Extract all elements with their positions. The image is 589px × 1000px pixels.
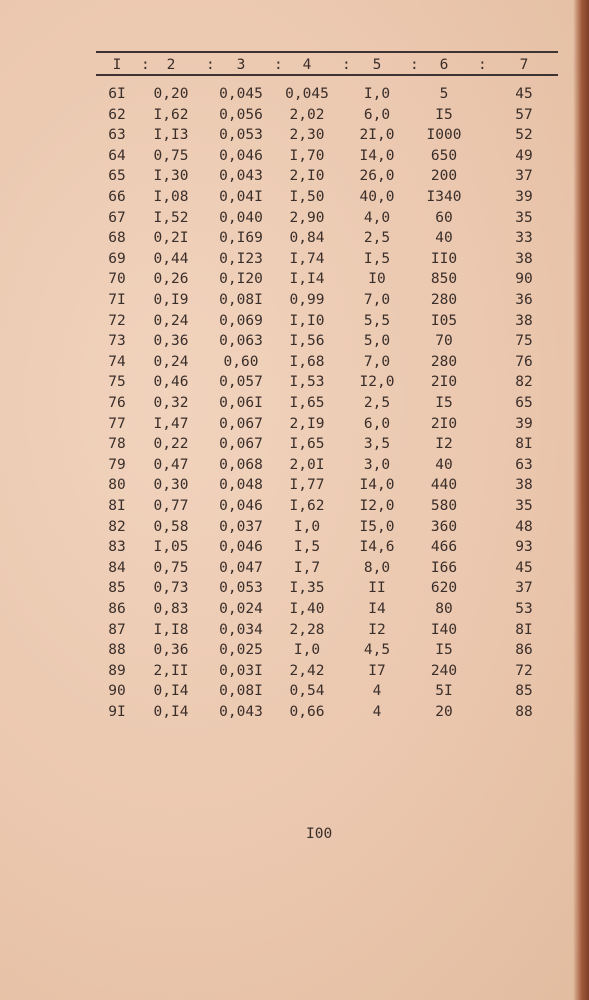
table-cell: 0,75 <box>153 147 189 164</box>
table-cell: 20 <box>435 704 453 720</box>
table-cell: 77 <box>108 415 126 432</box>
table-cell: 0,99 <box>289 292 325 308</box>
table-cell: 0,034 <box>219 621 263 638</box>
header-cell: 5 <box>372 57 382 73</box>
table-cell: 2,5 <box>363 230 391 247</box>
table-cell: II <box>368 580 386 597</box>
table-cell: 7I <box>108 292 126 308</box>
table-cell: 26,0 <box>359 168 395 185</box>
table-cell: I5 <box>435 395 453 411</box>
table-row <box>0 601 589 621</box>
header-separator: : <box>478 57 487 73</box>
table-cell: 86 <box>108 601 126 617</box>
table-cell: 0,053 <box>219 127 263 144</box>
table-cell: 0,04I <box>219 189 263 205</box>
table-cell: I,52 <box>153 209 189 226</box>
table-row <box>0 560 589 580</box>
table-cell: 85 <box>108 580 126 597</box>
table-cell: 0,I69 <box>219 230 263 247</box>
table-cell: 90 <box>515 271 533 288</box>
table-row <box>0 127 589 147</box>
table-cell: I,47 <box>153 415 189 432</box>
table-cell: 0,26 <box>153 271 189 288</box>
table-cell: I2,0 <box>359 374 395 391</box>
table-cell: I,77 <box>289 477 325 494</box>
table-cell: I40 <box>430 621 458 638</box>
table-cell: 6I <box>108 86 126 102</box>
table-row <box>0 189 589 209</box>
table-cell: I,68 <box>289 353 325 370</box>
table-cell: 45 <box>515 86 533 102</box>
table-cell: 64 <box>108 147 126 164</box>
table-cell: 78 <box>108 436 126 453</box>
table-cell: 0,I23 <box>219 250 263 267</box>
table-row <box>0 436 589 456</box>
table-cell: 37 <box>515 580 533 597</box>
table-cell: 84 <box>108 559 126 576</box>
table-cell: 8,0 <box>363 559 391 576</box>
table-cell: 580 <box>430 498 458 514</box>
table-row <box>0 704 589 724</box>
table-cell: 0,36 <box>153 333 189 350</box>
table-cell: 650 <box>430 147 458 164</box>
table-cell: I5,0 <box>359 518 395 535</box>
table-cell: 80 <box>108 477 126 494</box>
table-cell: 36 <box>515 292 533 308</box>
table-cell: I2 <box>435 436 453 453</box>
table-cell: 0,I9 <box>153 292 189 308</box>
table-cell: 57 <box>515 106 533 123</box>
table-cell: 82 <box>515 374 533 391</box>
header-cell: I <box>112 57 122 73</box>
table-row <box>0 457 589 477</box>
table-row <box>0 622 589 642</box>
table-cell: 0,046 <box>219 539 263 556</box>
header-cell: 4 <box>302 57 312 73</box>
table-cell: 63 <box>515 456 533 473</box>
table-cell: I,0 <box>293 642 321 659</box>
table-row <box>0 642 589 662</box>
table-cell: 3,5 <box>363 436 391 453</box>
table-cell: 0,045 <box>219 86 263 102</box>
table-cell: I,53 <box>289 374 325 391</box>
table-cell: 2,42 <box>289 662 325 679</box>
table-cell: 0,24 <box>153 312 189 329</box>
table-cell: 4,0 <box>363 209 391 226</box>
header-cell: 3 <box>236 57 246 73</box>
table-cell: 0,045 <box>285 86 329 102</box>
table-cell: I0 <box>368 271 386 288</box>
table-cell: 65 <box>108 168 126 185</box>
table-row <box>0 580 589 600</box>
table-cell: 89 <box>108 662 126 679</box>
table-cell: 38 <box>515 312 533 329</box>
table-cell: 0,043 <box>219 704 263 720</box>
table-cell: 0,77 <box>153 498 189 514</box>
table-cell: 67 <box>108 209 126 226</box>
table-cell: I4 <box>368 601 386 617</box>
table-row <box>0 395 589 415</box>
table-cell: 0,067 <box>219 436 263 453</box>
page-number: I00 <box>306 826 333 842</box>
table-cell: I000 <box>426 127 462 144</box>
table-row <box>0 683 589 703</box>
table-row <box>0 313 589 333</box>
table-cell: 63 <box>108 127 126 144</box>
table-row <box>0 148 589 168</box>
table-cell: 0,053 <box>219 580 263 597</box>
table-row <box>0 168 589 188</box>
table-cell: 0,66 <box>289 704 325 720</box>
table-cell: I,35 <box>289 580 325 597</box>
header-cell: 2 <box>166 57 176 73</box>
table-row <box>0 519 589 539</box>
table-row <box>0 107 589 127</box>
table-row <box>0 354 589 374</box>
table-cell: 48 <box>515 518 533 535</box>
table-row <box>0 374 589 394</box>
table-cell: 0,043 <box>219 168 263 185</box>
table-cell: 0,057 <box>219 374 263 391</box>
table-cell: 0,047 <box>219 559 263 576</box>
table-cell: 0,46 <box>153 374 189 391</box>
table-cell: 83 <box>108 539 126 556</box>
table-cell: 5I <box>435 683 453 700</box>
table-cell: I,50 <box>289 189 325 205</box>
table-cell: 0,024 <box>219 601 263 617</box>
table-cell: 60 <box>435 209 453 226</box>
table-cell: 2,02 <box>289 106 325 123</box>
table-cell: 79 <box>108 456 126 473</box>
table-cell: I,62 <box>289 498 325 514</box>
table-cell: 0,I20 <box>219 271 263 288</box>
table-cell: I,08 <box>153 189 189 205</box>
table-cell: I,62 <box>153 106 189 123</box>
table-cell: 0,046 <box>219 147 263 164</box>
header-cell: 7 <box>519 57 529 73</box>
table-cell: 38 <box>515 477 533 494</box>
table-cell: I,56 <box>289 333 325 350</box>
table-cell: I,I0 <box>289 312 325 329</box>
table-cell: I,I4 <box>289 271 325 288</box>
table-cell: 93 <box>515 539 533 556</box>
table-cell: 6,0 <box>363 415 391 432</box>
table-cell: I,65 <box>289 395 325 411</box>
table-cell: 0,03I <box>219 662 263 679</box>
table-cell: 8I <box>515 436 533 453</box>
table-cell: 0,08I <box>219 683 263 700</box>
table-cell: I5 <box>435 106 453 123</box>
table-cell: 73 <box>108 333 126 350</box>
table-cell: 0,32 <box>153 395 189 411</box>
table-cell: 280 <box>430 353 458 370</box>
table-cell: 70 <box>435 333 453 350</box>
header-separator: : <box>342 57 351 73</box>
table-cell: 39 <box>515 415 533 432</box>
table-cell: 66 <box>108 189 126 205</box>
table-cell: 35 <box>515 209 533 226</box>
table-cell: 850 <box>430 271 458 288</box>
table-row <box>0 271 589 291</box>
table-cell: 0,056 <box>219 106 263 123</box>
table-cell: I,5 <box>363 250 391 267</box>
table-row <box>0 210 589 230</box>
table-cell: 0,I4 <box>153 683 189 700</box>
table-cell: 0,58 <box>153 518 189 535</box>
table-cell: I,I8 <box>153 621 189 638</box>
table-cell: 7,0 <box>363 353 391 370</box>
table-cell: 82 <box>108 518 126 535</box>
table-cell: 0,75 <box>153 559 189 576</box>
table-cell: 72 <box>108 312 126 329</box>
table-cell: 240 <box>430 662 458 679</box>
table-cell: 75 <box>108 374 126 391</box>
table-cell: 0,I4 <box>153 704 189 720</box>
table-cell: I340 <box>426 189 462 205</box>
table-cell: I,40 <box>289 601 325 617</box>
table-cell: 8I <box>108 498 126 514</box>
table-cell: I,7 <box>293 559 321 576</box>
table-cell: II0 <box>430 250 458 267</box>
table-cell: 0,06I <box>219 395 263 411</box>
table-cell: 76 <box>515 353 533 370</box>
table-cell: 0,046 <box>219 498 263 514</box>
table-cell: 8I <box>515 621 533 638</box>
table-row <box>0 498 589 518</box>
table-cell: 90 <box>108 683 126 700</box>
table-cell: 0,30 <box>153 477 189 494</box>
table-cell: I4,0 <box>359 147 395 164</box>
table-cell: 5,5 <box>363 312 391 329</box>
table-cell: 74 <box>108 353 126 370</box>
table-cell: I,05 <box>153 539 189 556</box>
table-cell: 0,47 <box>153 456 189 473</box>
table-cell: 2,90 <box>289 209 325 226</box>
table-row <box>0 663 589 683</box>
table-cell: 75 <box>515 333 533 350</box>
table-cell: I,70 <box>289 147 325 164</box>
table-cell: 0,063 <box>219 333 263 350</box>
table-cell: 39 <box>515 189 533 205</box>
table-cell: 85 <box>515 683 533 700</box>
table-cell: 4 <box>372 683 382 700</box>
header-separator: : <box>141 57 150 73</box>
table-cell: I5 <box>435 642 453 659</box>
table-cell: I05 <box>430 312 458 329</box>
table-cell: 2,28 <box>289 621 325 638</box>
table-cell: 2,0I <box>289 456 325 473</box>
table-row <box>0 251 589 271</box>
table-cell: 0,54 <box>289 683 325 700</box>
table-cell: 0,36 <box>153 642 189 659</box>
table-cell: I2 <box>368 621 386 638</box>
table-cell: 2,30 <box>289 127 325 144</box>
table-cell: 6,0 <box>363 106 391 123</box>
table-cell: 200 <box>430 168 458 185</box>
table-cell: 440 <box>430 477 458 494</box>
header-separator: : <box>206 57 215 73</box>
table-cell: 0,84 <box>289 230 325 247</box>
header-cell: 6 <box>439 57 449 73</box>
table-cell: 0,048 <box>219 477 263 494</box>
table-row <box>0 333 589 353</box>
table-cell: 2I,0 <box>359 127 395 144</box>
table-cell: I,74 <box>289 250 325 267</box>
table-cell: 3,0 <box>363 456 391 473</box>
table-cell: 0,73 <box>153 580 189 597</box>
table-cell: 0,025 <box>219 642 263 659</box>
table-row <box>0 292 589 312</box>
table-cell: 2I0 <box>430 374 458 391</box>
table-cell: 280 <box>430 292 458 308</box>
table-cell: 40,0 <box>359 189 395 205</box>
table-cell: 466 <box>430 539 458 556</box>
table-cell: 2,5 <box>363 395 391 411</box>
table-cell: 2,I9 <box>289 415 325 432</box>
table-cell: 0,037 <box>219 518 263 535</box>
table-cell: 0,068 <box>219 456 263 473</box>
table-cell: 0,20 <box>153 86 189 102</box>
table-top-rule <box>96 51 558 53</box>
table-cell: 4 <box>372 704 382 720</box>
table-cell: 0,60 <box>223 353 259 370</box>
header-separator: : <box>410 57 419 73</box>
table-cell: 0,44 <box>153 250 189 267</box>
table-cell: 37 <box>515 168 533 185</box>
table-cell: 69 <box>108 250 126 267</box>
table-cell: 52 <box>515 127 533 144</box>
table-cell: 76 <box>108 395 126 411</box>
table-cell: 88 <box>108 642 126 659</box>
table-cell: 38 <box>515 250 533 267</box>
table-cell: 5 <box>439 86 449 102</box>
table-row <box>0 230 589 250</box>
table-cell: I,5 <box>293 539 321 556</box>
table-cell: I4,6 <box>359 539 395 556</box>
table-cell: I66 <box>430 559 458 576</box>
table-cell: I,I3 <box>153 127 189 144</box>
table-cell: 35 <box>515 498 533 514</box>
table-cell: 0,22 <box>153 436 189 453</box>
table-cell: 65 <box>515 395 533 411</box>
table-row <box>0 86 589 106</box>
table-cell: 0,2I <box>153 230 189 247</box>
table-cell: I,0 <box>363 86 391 102</box>
table-cell: 86 <box>515 642 533 659</box>
table-header <box>0 57 589 77</box>
table-cell: 33 <box>515 230 533 247</box>
table-cell: 0,069 <box>219 312 263 329</box>
table-cell: 2,I0 <box>289 168 325 185</box>
table-cell: 70 <box>108 271 126 288</box>
table-cell: 49 <box>515 147 533 164</box>
table-cell: 0,08I <box>219 292 263 308</box>
table-cell: 72 <box>515 662 533 679</box>
table-row <box>0 477 589 497</box>
table-cell: 0,83 <box>153 601 189 617</box>
table-cell: 0,067 <box>219 415 263 432</box>
table-cell: 2,II <box>153 662 189 679</box>
table-row <box>0 539 589 559</box>
table-cell: 4,5 <box>363 642 391 659</box>
table-cell: 53 <box>515 601 533 617</box>
table-cell: 40 <box>435 456 453 473</box>
table-cell: 87 <box>108 621 126 638</box>
table-cell: 2I0 <box>430 415 458 432</box>
table-cell: 7,0 <box>363 292 391 308</box>
table-cell: 360 <box>430 518 458 535</box>
table-cell: I,65 <box>289 436 325 453</box>
table-cell: I4,0 <box>359 477 395 494</box>
table-cell: 88 <box>515 704 533 720</box>
table-cell: 80 <box>435 601 453 617</box>
header-separator: : <box>274 57 283 73</box>
table-row <box>0 416 589 436</box>
table-cell: I2,0 <box>359 498 395 514</box>
table-cell: 68 <box>108 230 126 247</box>
table-cell: I,0 <box>293 518 321 535</box>
table-cell: 45 <box>515 559 533 576</box>
table-cell: 0,040 <box>219 209 263 226</box>
table-cell: 9I <box>108 704 126 720</box>
table-cell: I,30 <box>153 168 189 185</box>
table-cell: I7 <box>368 662 386 679</box>
table-cell: 40 <box>435 230 453 247</box>
table-cell: 5,0 <box>363 333 391 350</box>
table-cell: 620 <box>430 580 458 597</box>
table-cell: 62 <box>108 106 126 123</box>
table-cell: 0,24 <box>153 353 189 370</box>
